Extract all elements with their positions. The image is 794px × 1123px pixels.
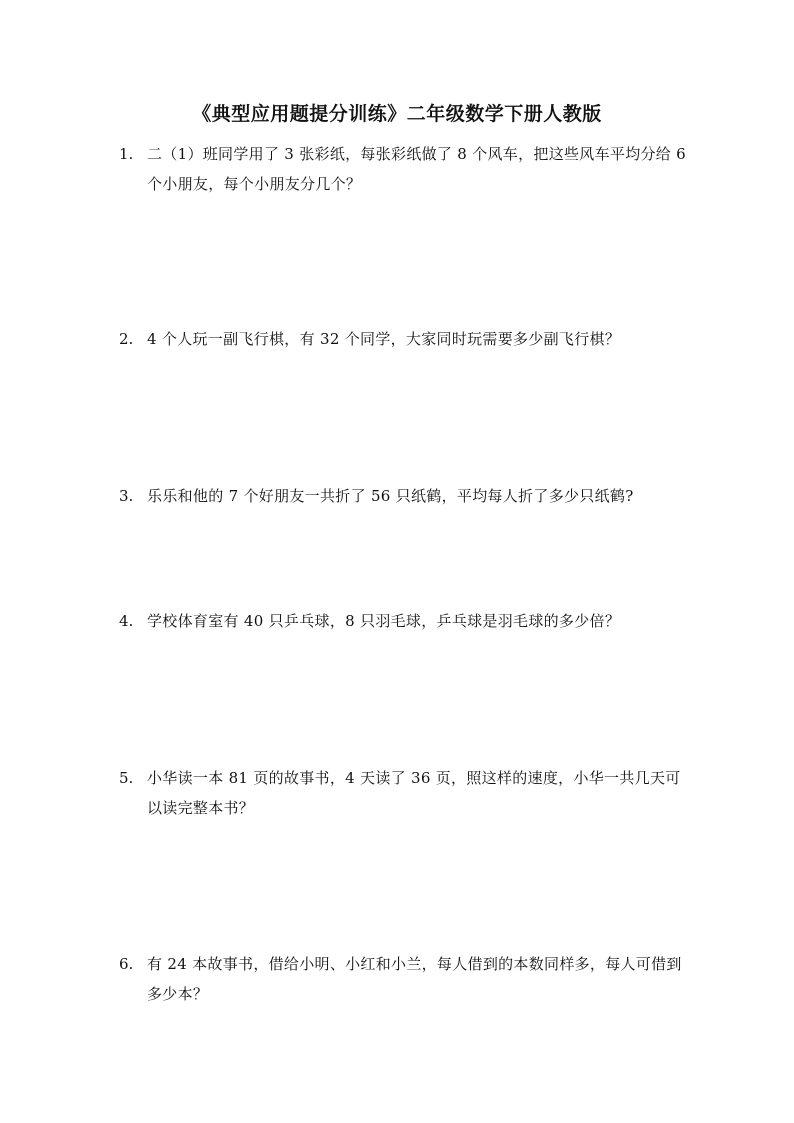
question-text: 有 24 本故事书，借给小明、小红和小兰，每人借到的本数同样多，每人可借到多少本？ (147, 955, 682, 1003)
question-text: 小华读一本 81 页的故事书，4 天读了 36 页，照这样的速度，小华一共几天可以读完整本书？ (147, 769, 681, 817)
question-number: 6. (119, 955, 134, 973)
question-item (119, 139, 689, 199)
question-number: 1. (119, 145, 134, 163)
question-text: 学校体育室有 40 只乒乓球，8 只羽毛球，乒乓球是羽毛球的多少倍？ (147, 612, 621, 630)
page-title: 《典型应用题提分训练》二年级数学下册人教版 (192, 103, 602, 125)
question-number: 5. (119, 769, 134, 787)
question-item (119, 763, 689, 823)
question-number: 2. (119, 330, 134, 348)
question-text: 乐乐和他的 7 个好朋友一共折了 56 只纸鹤，平均每人折了多少只纸鹤? (147, 487, 634, 505)
question-number: 4. (119, 612, 134, 630)
question-number: 3. (119, 487, 134, 505)
question-item (119, 606, 689, 636)
question-item (119, 949, 689, 1009)
question-item (119, 324, 689, 354)
question-text: 4 个人玩一副飞行棋，有 32 个同学，大家同时玩需要多少副飞行棋？ (147, 330, 621, 348)
question-text: 二（1）班同学用了 3 张彩纸，每张彩纸做了 8 个风车，把这些风车平均分给 6 个小朋友，每个小朋友分几个？ (147, 145, 687, 193)
question-item (119, 481, 689, 511)
